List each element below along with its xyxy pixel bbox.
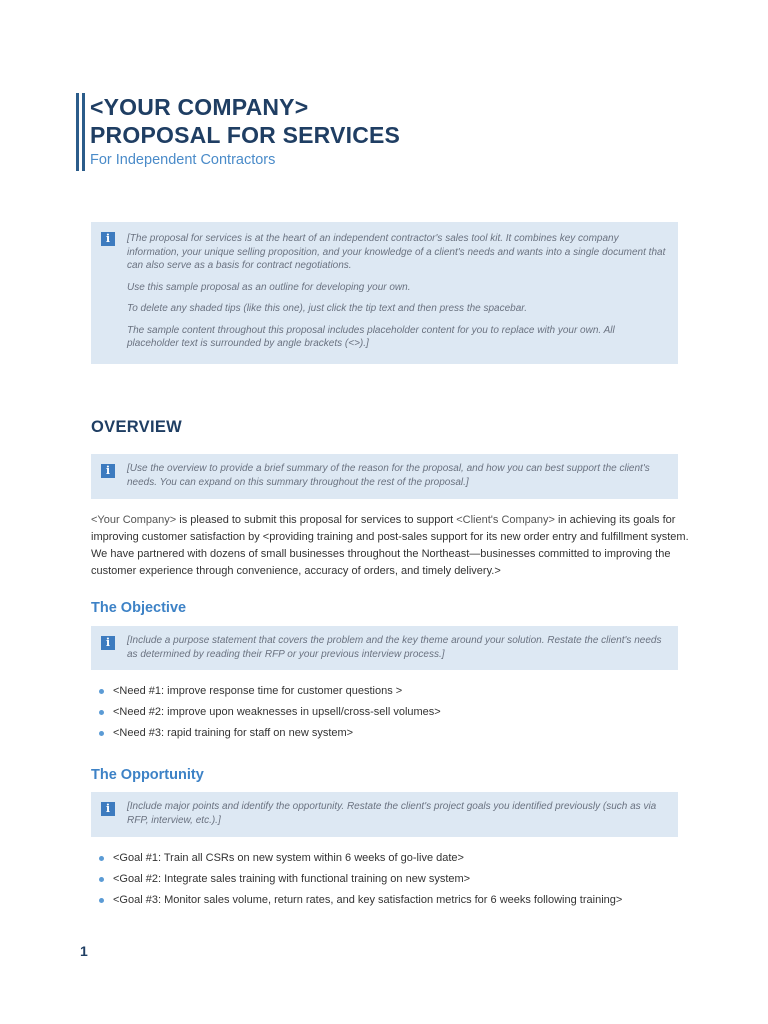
objective-list — [91, 681, 441, 744]
intro-tip-box[interactable] — [91, 222, 678, 364]
overview-heading: OVERVIEW — [91, 418, 183, 436]
overview-tip-box[interactable] — [91, 454, 678, 499]
opportunity-heading: The Opportunity — [91, 767, 204, 783]
info-icon: i — [101, 636, 115, 650]
title-accent-bar — [82, 93, 85, 171]
title-accent-bar — [76, 93, 79, 171]
list-item: <Need #3: rapid training for staff on new system> — [91, 723, 441, 744]
tip-paragraph: [Include major points and identify the opportunity. Restate the client's project goals you identified previously (such as via RFP, interview, etc.).] — [127, 801, 657, 826]
tip-paragraph: The sample content throughout this proposal includes placeholder content for you to replace with your own. All placeholder text is surrounded by angle brackets (<>).] — [127, 324, 615, 349]
bullet-icon — [99, 856, 104, 861]
bullet-icon — [99, 877, 104, 882]
objective-tip-box[interactable] — [91, 626, 678, 670]
tip-paragraph: Use this sample proposal as an outline for developing your own. — [127, 281, 411, 293]
bullet-icon — [99, 710, 104, 715]
tip-paragraph: [Use the overview to provide a brief summary of the reason for the proposal, and how you can best support the client's needs. You can expand on this summary throughout the rest of the proposal.] — [127, 463, 650, 488]
bullet-icon — [99, 898, 104, 903]
tip-paragraph: To delete any shaded tips (like this one), just click the tip text and then press the spacebar. — [127, 303, 528, 314]
opportunity-tip-box[interactable] — [91, 792, 678, 837]
document-title: PROPOSAL FOR SERVICES — [90, 122, 401, 148]
list-item: <Goal #1: Train all CSRs on new system within 6 weeks of go-live date> — [91, 848, 622, 869]
bullet-icon — [99, 731, 104, 736]
document-title-block — [76, 93, 400, 171]
document-subtitle: For Independent Contractors — [90, 152, 276, 168]
list-item: <Goal #2: Integrate sales training with functional training on new system> — [91, 869, 622, 890]
objective-heading: The Objective — [91, 600, 187, 616]
tip-paragraph: [Include a purpose statement that covers the problem and the key theme around your solution. Restate the client's needs as determined by reading their RFP or your previous interview process.] — [127, 635, 662, 660]
document-title-company: <YOUR COMPANY> — [90, 94, 309, 120]
info-icon: i — [101, 464, 115, 478]
page-number: 1 — [80, 943, 88, 959]
tip-paragraph: [The proposal for services is at the heart of an independent contractor's sales tool kit. It combines key company information, your unique selling proposition, and your knowledge of a client's needs and wants into a single document that can also serve as a basis for contract negotiations. — [127, 233, 666, 271]
list-item: <Goal #3: Monitor sales volume, return rates, and key satisfaction metrics for 6 weeks following training> — [91, 890, 622, 911]
list-item: <Need #1: improve response time for customer questions > — [91, 681, 441, 702]
info-icon: i — [101, 232, 115, 246]
info-icon: i — [101, 802, 115, 816]
opportunity-list — [91, 848, 622, 911]
overview-body: <Your Company> is pleased to submit this proposal for services to support <Client's Company> in achieving its goals for improving customer satisfaction by <providing training and post-sales support for its new order entry and fulfillment system. We have partnered with dozens of small businesses throughout the Northeast—businesses committed to improving the customer experience through convenience, accuracy of orders, and timely delivery.> — [91, 514, 689, 577]
list-item: <Need #2: improve upon weaknesses in upsell/cross-sell volumes> — [91, 702, 441, 723]
bullet-icon — [99, 689, 104, 694]
company-placeholder: <Your Company> — [91, 514, 177, 526]
client-placeholder: <Client's Company> — [456, 514, 555, 526]
